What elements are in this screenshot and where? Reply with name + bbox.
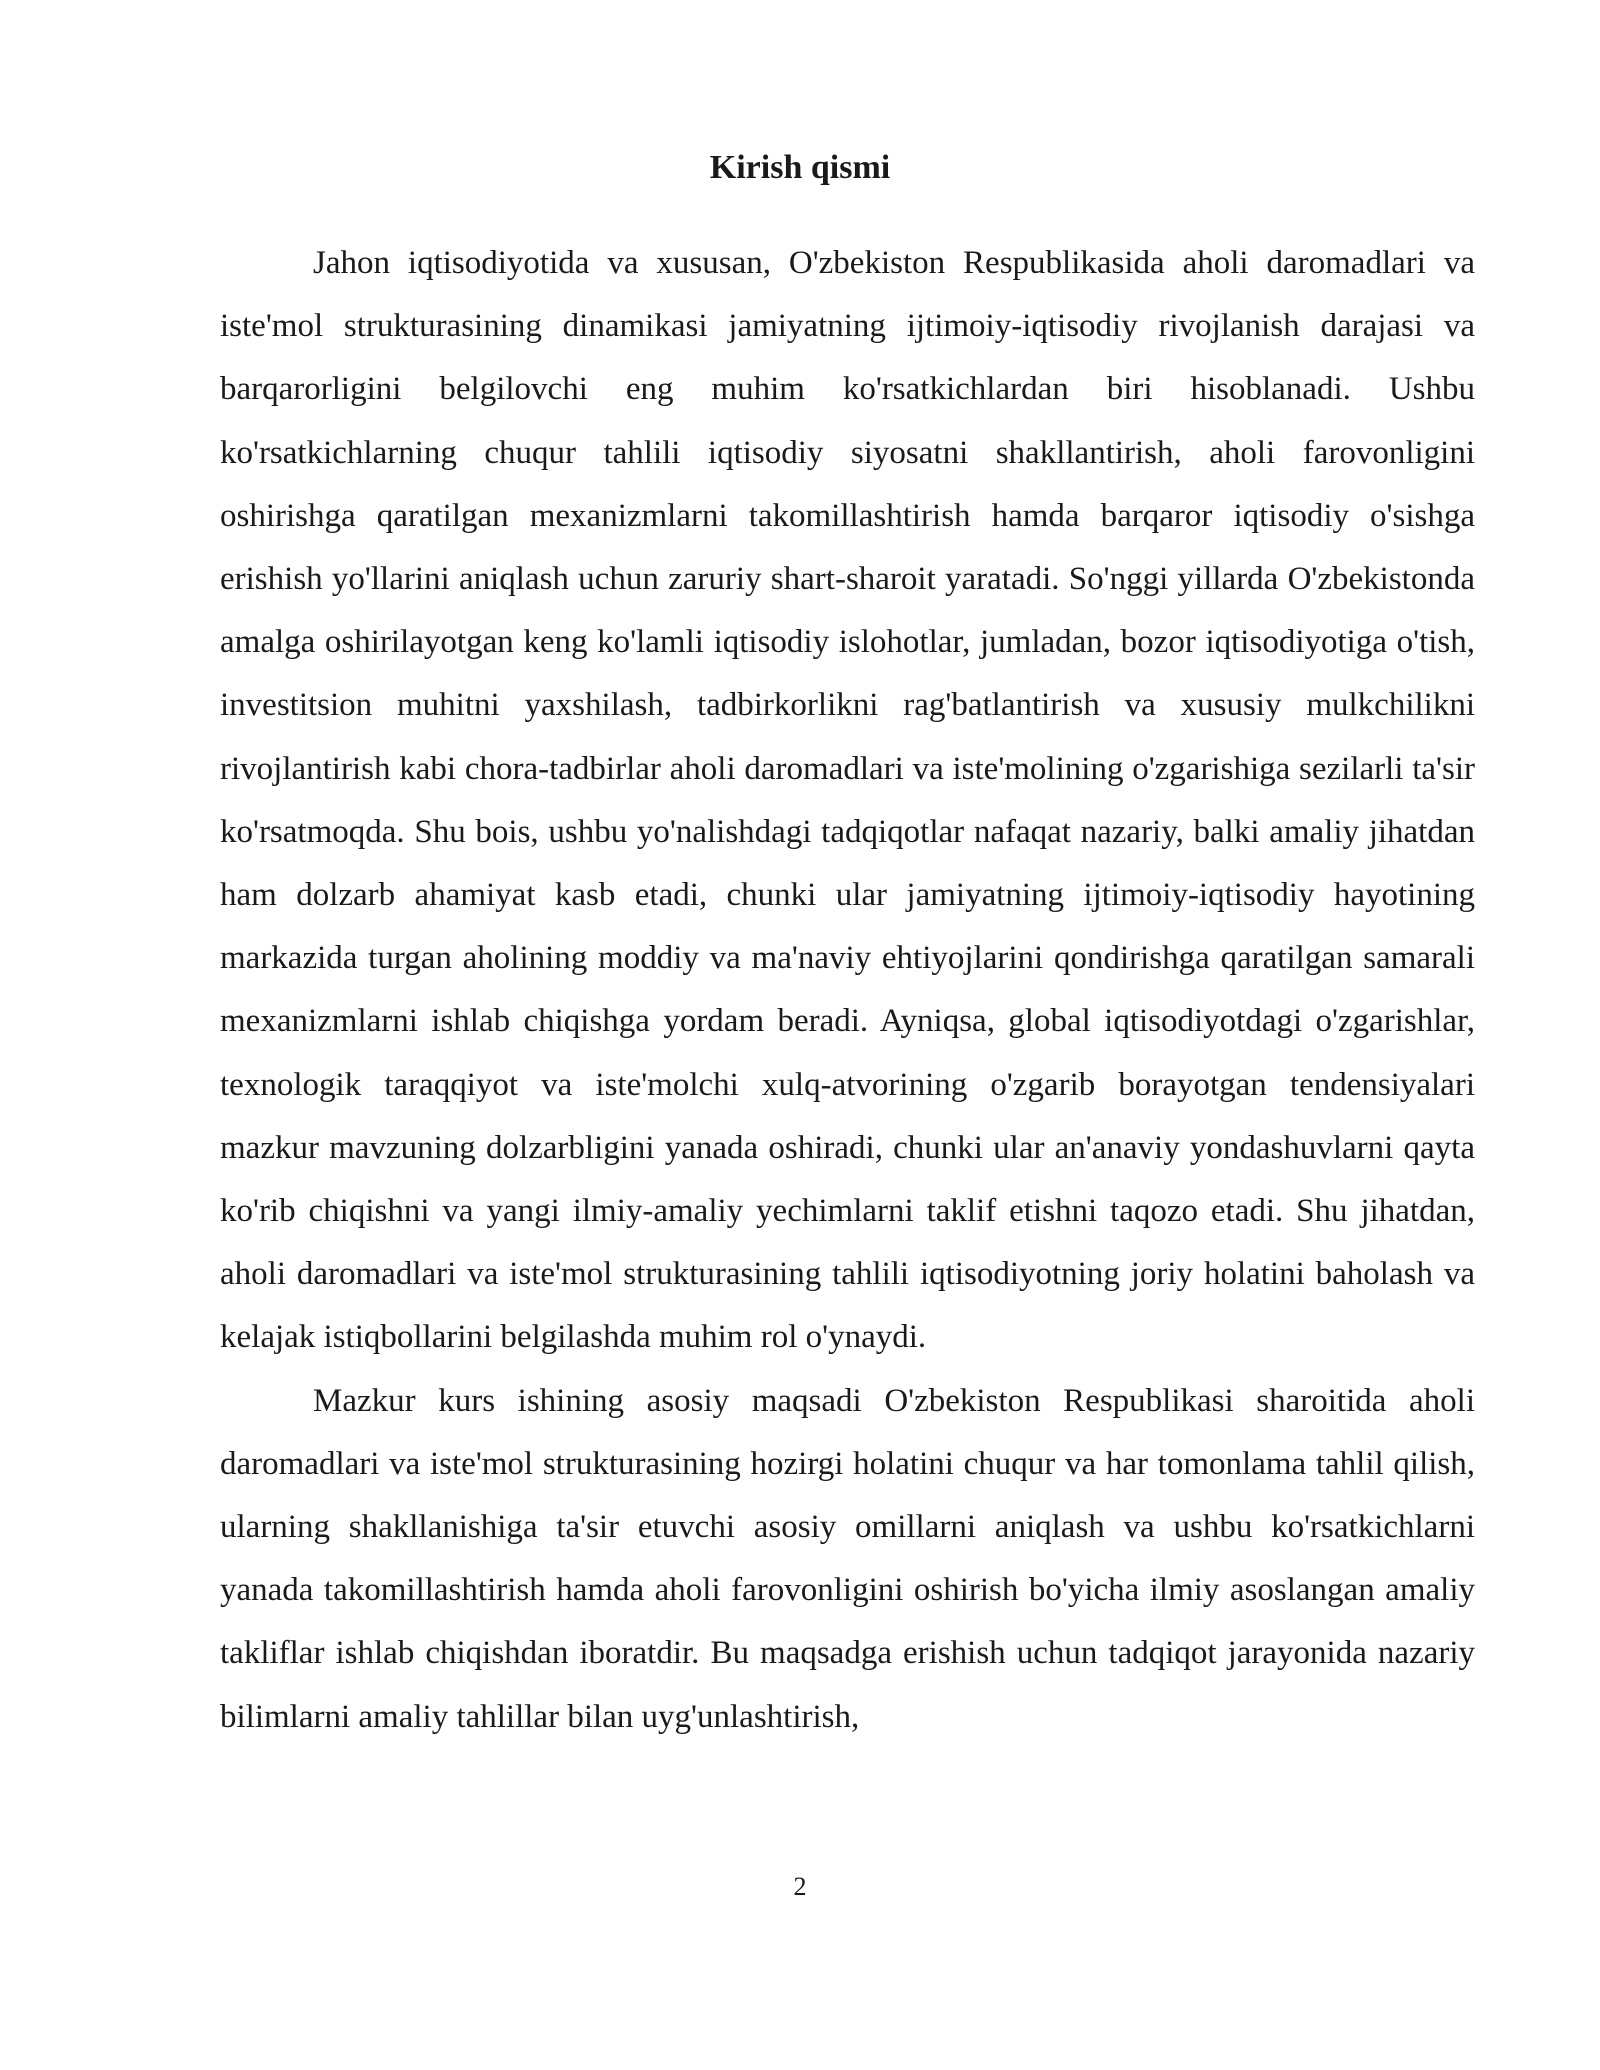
page-number: 2 xyxy=(793,1872,807,1901)
section-title: Kirish qismi xyxy=(709,149,891,186)
body-text xyxy=(220,232,1475,1749)
paragraph-1: Jahon iqtisodiyotida va xususan, O'zbekiston Respublikasida aholi daromadlari va iste'mol strukturasining dinamikasi jamiyatning ijtimoiy-iqtisodiy rivojlanish darajasi va barqarorligini belgilovchi eng muhim ko'rsatkichlardan biri hisoblanadi. Ushbu ko'rsatkichlarning chuqur tahlili iqtisodiy siyosatni shakllantirish, aholi farovonligini oshirishga qaratilgan mexanizmlarni takomillashtirish hamda barqaror iqtisodiy o'sishga erishish yo'llarini aniqlash uchun zaruriy shart-sharoit yaratadi. So'nggi yillarda O'zbekistonda amalga oshirilayotgan keng ko'lamli iqtisodiy islohotlar, jumladan, bozor iqtisodiyotiga o'tish, investitsion muhitni yaxshilash, tadbirkorlikni rag'batlantirish va xususiy mulkchilikni rivojlantirish kabi chora-tadbirlar aholi daromadlari va iste'molining o'zgarishiga sezilarli ta'sir ko'rsatmoqda. Shu bois, ushbu yo'nalishdagi tadqiqotlar nafaqat nazariy, balki amaliy jihatdan ham dolzarb ahamiyat kasb etadi, chunki ular jamiyatning ijtimoiy-iqtisodiy hayotining markazida turgan aholining moddiy va ma'naviy ehtiyojlarini qondirishga qaratilgan samarali mexanizmlarni ishlab chiqishga yordam beradi. Ayniqsa, global iqtisodiyotdagi o'zgarishlar, texnologik taraqqiyot va iste'molchi xulq-atvorining o'zgarib borayotgan tendensiyalari mazkur mavzuning dolzarbligini yanada oshiradi, chunki ular an'anaviy yondashuvlarni qayta ko'rib chiqishni va yangi ilmiy-amaliy yechimlarni taklif etishni taqozo etadi. Shu jihatdan, aholi daromadlari va iste'mol strukturasining tahlili iqtisodiyotning joriy holatini baholash va kelajak istiqbollarini belgilashda muhim rol o'ynaydi. xyxy=(220,245,1475,1356)
paragraph-2: Mazkur kurs ishining asosiy maqsadi O'zbekiston Respublikasi sharoitida aholi daromadlari va iste'mol strukturasining hozirgi holatini chuqur va har tomonlama tahlil qilish, ularning shakllanishiga ta'sir etuvchi asosiy omillarni aniqlash va ushbu ko'rsatkichlarni yanada takomillashtirish hamda aholi farovonligini oshirish bo'yicha ilmiy asoslangan amaliy takliflar ishlab chiqishdan iboratdir. Bu maqsadga erishish uchun tadqiqot jarayonida nazariy bilimlarni amaliy tahlillar bilan uyg'unlashtirish, xyxy=(220,1382,1475,1735)
